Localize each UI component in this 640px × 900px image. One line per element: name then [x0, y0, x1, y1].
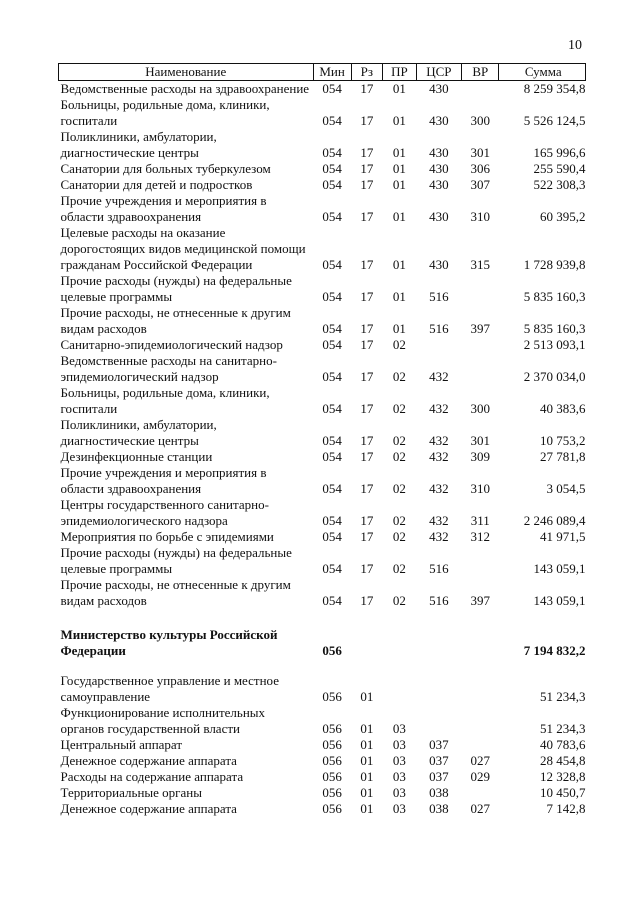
table-row	[59, 801, 586, 817]
header-vr: ВР	[462, 64, 499, 81]
row-rz: 01	[360, 769, 374, 784]
row-rz: 17	[360, 257, 374, 272]
row-name: Прочие расходы (нужды) на федеральные целевые программы	[60, 273, 292, 304]
row-name: Целевые расходы на оказание дорогостоящих видов медицинской помощи гражданам Российской Федерации	[60, 225, 306, 272]
table-row	[59, 785, 586, 801]
row-min: 054	[322, 593, 342, 608]
row-rz: 17	[360, 433, 374, 448]
row-min: 054	[322, 401, 342, 416]
table-row	[59, 449, 586, 465]
row-vr: 306	[470, 161, 491, 176]
table-row	[59, 129, 586, 161]
header-rz: Рз	[351, 64, 382, 81]
row-sum: 7 194 832,2	[523, 643, 586, 658]
row-pr: 03	[392, 769, 406, 784]
row-min: 054	[322, 529, 342, 544]
row-vr	[462, 545, 499, 577]
row-sum: 5 835 160,3	[523, 321, 586, 336]
row-pr: 02	[392, 513, 406, 528]
row-name: Мероприятия по борьбе с эпидемиями	[60, 529, 274, 544]
row-name: Прочие расходы (нужды) на федеральные целевые программы	[60, 545, 292, 576]
row-csr: 430	[429, 161, 449, 176]
row-csr: 516	[429, 593, 449, 608]
row-pr: 02	[392, 401, 406, 416]
row-vr	[462, 785, 499, 801]
row-vr: 315	[470, 257, 491, 272]
row-name: Функционирование исполнительных органов государственной власти	[60, 705, 266, 736]
row-csr: 430	[429, 145, 449, 160]
row-vr: 027	[470, 801, 491, 816]
row-pr: 03	[392, 801, 406, 816]
row-pr: 03	[392, 753, 406, 768]
row-sum: 1 728 939,8	[523, 257, 586, 272]
table-row	[59, 529, 586, 545]
row-csr	[416, 705, 461, 737]
row-min: 054	[322, 561, 342, 576]
row-sum: 2 246 089,4	[523, 513, 586, 528]
row-vr: 300	[470, 113, 491, 128]
row-vr: 310	[470, 209, 491, 224]
row-rz: 17	[360, 449, 374, 464]
row-csr: 432	[429, 449, 449, 464]
row-csr: 516	[429, 561, 449, 576]
row-rz: 01	[360, 689, 374, 704]
row-pr	[383, 673, 417, 705]
row-pr: 01	[392, 289, 406, 304]
header-csr: ЦСР	[416, 64, 461, 81]
table-row	[59, 305, 586, 337]
row-name: Поликлиники, амбулатории, диагностические центры	[60, 129, 217, 160]
row-csr: 430	[429, 177, 449, 192]
row-name: Больницы, родильные дома, клиники, госпитали	[60, 385, 270, 416]
row-csr: 432	[429, 433, 449, 448]
row-csr: 037	[429, 769, 449, 784]
table-row	[59, 177, 586, 193]
row-name: Поликлиники, амбулатории, диагностические центры	[60, 417, 217, 448]
row-vr	[462, 673, 499, 705]
table-row	[59, 497, 586, 529]
row-vr: 312	[470, 529, 491, 544]
row-sum: 51 234,3	[540, 689, 586, 704]
row-vr: 310	[470, 481, 491, 496]
row-csr: 038	[429, 801, 449, 816]
row-rz: 01	[360, 753, 374, 768]
row-pr: 01	[392, 177, 406, 192]
row-name: Ведомственные расходы на здравоохранение	[60, 81, 310, 96]
row-pr: 02	[392, 369, 406, 384]
row-vr: 309	[470, 449, 491, 464]
row-name: Санатории для больных туберкулезом	[60, 161, 271, 176]
row-name: Санатории для детей и подростков	[60, 177, 253, 192]
row-name: Расходы на содержание аппарата	[60, 769, 244, 784]
row-sum: 40 783,6	[540, 737, 586, 752]
row-name: Прочие расходы, не отнесенные к другим видам расходов	[60, 577, 291, 608]
row-rz: 17	[360, 209, 374, 224]
row-pr: 01	[392, 161, 406, 176]
table-row	[59, 673, 586, 705]
row-min: 054	[322, 161, 342, 176]
row-rz: 17	[360, 529, 374, 544]
row-name: Дезинфекционные станции	[60, 449, 213, 464]
row-name: Министерство культуры Российской Федерации	[60, 627, 278, 658]
row-min: 056	[322, 801, 342, 816]
row-csr: 516	[429, 289, 449, 304]
table-row	[59, 577, 586, 609]
row-min: 054	[322, 337, 342, 352]
row-sum: 40 383,6	[540, 401, 586, 416]
header-sum: Сумма	[499, 64, 586, 81]
row-rz: 17	[360, 337, 374, 352]
row-min: 054	[322, 81, 342, 96]
table-row	[59, 417, 586, 449]
row-sum: 2 513 093,1	[523, 337, 586, 352]
row-name: Территориальные органы	[60, 785, 202, 800]
row-vr: 397	[470, 593, 491, 608]
row-sum: 5 835 160,3	[523, 289, 586, 304]
row-min: 054	[322, 481, 342, 496]
row-rz: 17	[360, 369, 374, 384]
row-csr: 430	[429, 209, 449, 224]
row-min: 056	[322, 753, 342, 768]
row-vr: 027	[470, 753, 491, 768]
header-min: Мин	[313, 64, 351, 81]
row-min: 054	[322, 289, 342, 304]
row-pr: 03	[392, 721, 406, 736]
row-pr: 01	[392, 113, 406, 128]
row-rz: 01	[360, 801, 374, 816]
row-name: Прочие расходы, не отнесенные к другим видам расходов	[60, 305, 291, 336]
table-row	[59, 161, 586, 177]
row-sum: 12 328,8	[540, 769, 586, 784]
row-min: 054	[322, 177, 342, 192]
row-min: 056	[322, 643, 342, 658]
table-row	[59, 609, 586, 673]
row-min: 056	[322, 785, 342, 800]
row-vr: 311	[470, 513, 490, 528]
row-min: 054	[322, 257, 342, 272]
row-name: Денежное содержание аппарата	[60, 801, 237, 816]
row-csr: 037	[429, 737, 449, 752]
row-min: 056	[322, 769, 342, 784]
row-pr: 01	[392, 257, 406, 272]
table-row	[59, 273, 586, 305]
row-csr: 430	[429, 113, 449, 128]
row-csr: 432	[429, 401, 449, 416]
row-name: Центры государственного санитарно-эпидемиологического надзора	[60, 497, 269, 528]
table-row	[59, 353, 586, 385]
row-sum: 41 971,5	[540, 529, 586, 544]
row-rz: 17	[360, 593, 374, 608]
row-sum: 10 753,2	[540, 433, 586, 448]
row-vr: 300	[470, 401, 491, 416]
row-pr: 01	[392, 145, 406, 160]
row-sum: 27 781,8	[540, 449, 586, 464]
row-csr	[416, 337, 461, 353]
row-min: 054	[322, 113, 342, 128]
row-rz: 17	[360, 481, 374, 496]
row-sum: 522 308,3	[533, 177, 586, 192]
row-sum: 10 450,7	[540, 785, 586, 800]
row-sum: 3 054,5	[546, 481, 586, 496]
row-sum: 143 059,1	[533, 593, 586, 608]
row-vr	[462, 337, 499, 353]
row-pr: 03	[392, 785, 406, 800]
row-name: Денежное содержание аппарата	[60, 753, 237, 768]
row-pr: 01	[392, 81, 406, 96]
row-rz: 01	[360, 721, 374, 736]
row-min: 056	[322, 689, 342, 704]
row-sum: 7 142,8	[546, 801, 586, 816]
row-sum: 5 526 124,5	[523, 113, 586, 128]
table-row	[59, 705, 586, 737]
row-sum: 165 996,6	[533, 145, 586, 160]
row-name: Прочие учреждения и мероприятия в области здравоохранения	[60, 193, 267, 224]
row-csr: 432	[429, 513, 449, 528]
row-name: Государственное управление и местное самоуправление	[60, 673, 279, 704]
row-pr: 02	[392, 561, 406, 576]
row-name: Больницы, родильные дома, клиники, госпитали	[60, 97, 270, 128]
row-vr	[462, 609, 499, 673]
row-min: 054	[322, 209, 342, 224]
row-csr: 038	[429, 785, 449, 800]
row-vr	[462, 353, 499, 385]
row-rz: 17	[360, 161, 374, 176]
table-row	[59, 225, 586, 273]
row-sum: 51 234,3	[540, 721, 586, 736]
table-row	[59, 385, 586, 417]
header-row	[59, 64, 586, 81]
row-min: 054	[322, 369, 342, 384]
row-csr: 430	[429, 257, 449, 272]
row-rz: 01	[360, 737, 374, 752]
row-vr: 301	[470, 433, 491, 448]
row-vr: 029	[470, 769, 491, 784]
row-vr: 307	[470, 177, 491, 192]
row-pr	[383, 609, 417, 673]
header-name: Наименование	[59, 64, 314, 81]
table-row	[59, 737, 586, 753]
row-pr: 02	[392, 433, 406, 448]
row-pr: 02	[392, 593, 406, 608]
row-name: Центральный аппарат	[60, 737, 183, 752]
row-csr: 432	[429, 369, 449, 384]
page-number: 10	[568, 38, 582, 53]
row-pr: 02	[392, 449, 406, 464]
row-sum: 255 590,4	[533, 161, 586, 176]
table-row	[59, 81, 586, 98]
row-vr	[462, 737, 499, 753]
table-row	[59, 753, 586, 769]
row-rz: 17	[360, 177, 374, 192]
row-rz: 17	[360, 289, 374, 304]
row-name: Прочие учреждения и мероприятия в области здравоохранения	[60, 465, 267, 496]
row-csr: 432	[429, 529, 449, 544]
row-min: 054	[322, 513, 342, 528]
row-sum: 60 395,2	[540, 209, 586, 224]
row-sum: 143 059,1	[533, 561, 586, 576]
row-rz: 17	[360, 81, 374, 96]
row-vr: 397	[470, 321, 491, 336]
table-row	[59, 97, 586, 129]
row-sum: 8 259 354,8	[523, 81, 586, 96]
row-rz: 17	[360, 113, 374, 128]
row-min: 054	[322, 449, 342, 464]
table-header	[59, 64, 586, 81]
row-name: Ведомственные расходы на санитарно-эпидемиологический надзор	[60, 353, 277, 384]
row-pr: 02	[392, 481, 406, 496]
row-csr: 516	[429, 321, 449, 336]
row-rz: 17	[360, 145, 374, 160]
row-pr: 02	[392, 337, 406, 352]
row-vr: 301	[470, 145, 491, 160]
row-rz: 17	[360, 401, 374, 416]
row-name: Санитарно-эпидемиологический надзор	[60, 337, 283, 352]
row-rz: 17	[360, 561, 374, 576]
row-rz: 01	[360, 785, 374, 800]
row-vr	[462, 273, 499, 305]
row-vr	[462, 81, 499, 98]
row-pr: 03	[392, 737, 406, 752]
row-min: 056	[322, 737, 342, 752]
row-vr	[462, 705, 499, 737]
row-csr: 037	[429, 753, 449, 768]
row-csr	[416, 673, 461, 705]
row-min: 054	[322, 145, 342, 160]
table-row	[59, 465, 586, 497]
row-rz: 17	[360, 513, 374, 528]
row-rz: 17	[360, 321, 374, 336]
table-row	[59, 769, 586, 785]
table-body	[59, 81, 586, 818]
table-row	[59, 545, 586, 577]
row-min: 056	[322, 721, 342, 736]
table-row	[59, 193, 586, 225]
header-pr: ПР	[383, 64, 417, 81]
row-csr: 432	[429, 481, 449, 496]
row-min: 054	[322, 433, 342, 448]
row-sum: 2 370 034,0	[523, 369, 586, 384]
row-pr: 01	[392, 321, 406, 336]
budget-table	[58, 63, 586, 817]
row-pr: 02	[392, 529, 406, 544]
row-min: 054	[322, 321, 342, 336]
row-csr: 430	[429, 81, 449, 96]
table-row	[59, 337, 586, 353]
row-sum: 28 454,8	[540, 753, 586, 768]
row-csr	[416, 609, 461, 673]
row-rz	[351, 609, 382, 673]
row-pr: 01	[392, 209, 406, 224]
